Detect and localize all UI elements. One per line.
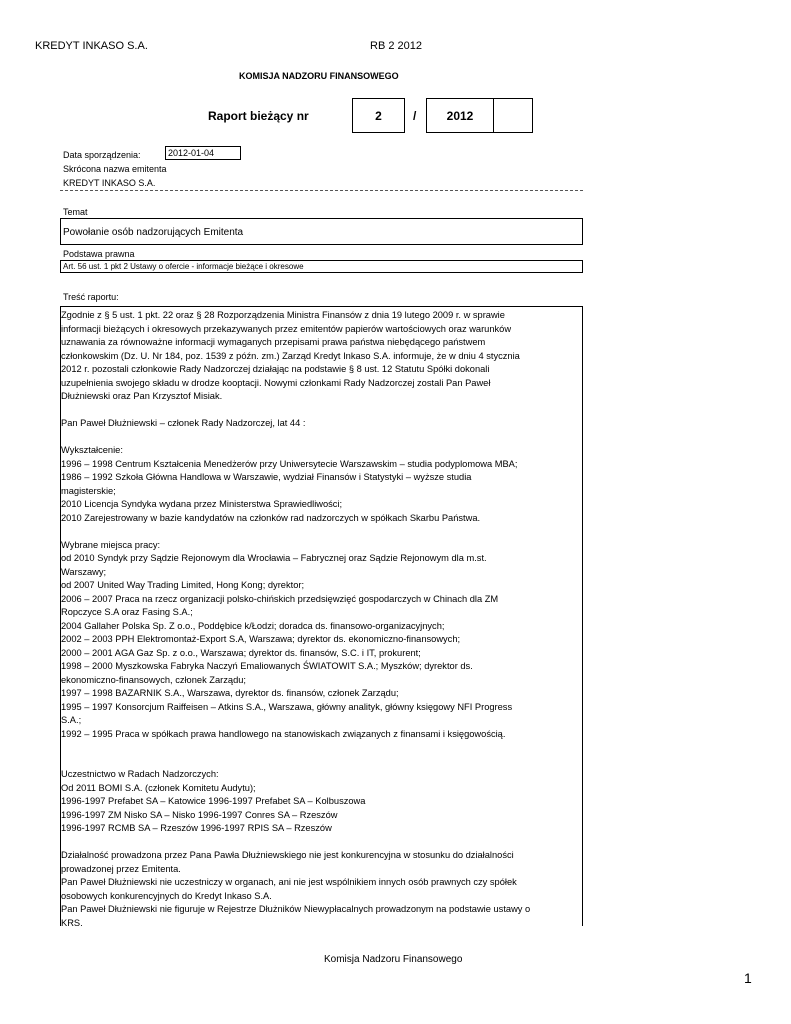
- report-body-line: 2010 Licencja Syndyka wydana przez Ministerstwa Sprawiedliwości;: [61, 499, 343, 509]
- report-body-line: [61, 741, 591, 755]
- report-empty-box: [493, 98, 533, 133]
- report-body-line: 2000 – 2001 AGA Gaz Sp. z o.o., Warszawa; dyrektor ds. finansów, S.C. i IT, prokurent;: [61, 647, 421, 658]
- report-body-line: magisterskie;: [61, 485, 116, 496]
- footer-text: Komisja Nadzoru Finansowego: [324, 954, 463, 965]
- date-field: 2012-01-04: [165, 146, 241, 160]
- report-body-line: 2010 Zarejestrowany w bazie kandydatów na członków rad nadzorczych w spółkach Skarbu Państwa.: [61, 512, 481, 523]
- report-body-line: ekonomiczno-finansowych, członek Zarządu;: [61, 674, 246, 685]
- report-body-line: [61, 836, 591, 850]
- report-body-line: 1986 – 1992 Szkoła Główna Handlowa w Warszawie, wydział Finansów i Statystyki – wyższe studia: [61, 472, 472, 482]
- report-body-line: Pan Paweł Dłużniewski nie figuruje w Rejestrze Dłużników Niewypłacalnych prowadzonym na podstawie ustawy o: [61, 904, 531, 914]
- report-body-line: 2006 – 2007 Praca na rzecz organizacji polsko-chińskich przedsięwzięć gospodarczych w Chinach dla ZM: [61, 593, 499, 604]
- company-name: KREDYT INKASO S.A.: [35, 40, 148, 52]
- report-body-text: [61, 309, 591, 930]
- divider: [60, 190, 583, 191]
- report-body-line: Od 2011 BOMI S.A. (członek Komitetu Audytu);: [61, 782, 256, 793]
- report-body-line: od 2007 United Way Trading Limited, Hong Kong; dyrektor;: [61, 580, 305, 590]
- content-label: Treść raportu:: [63, 292, 119, 302]
- report-separator: /: [413, 109, 417, 123]
- report-body-line: 1996-1997 ZM Nisko SA – Nisko 1996-1997 Conres SA – Rzeszów: [61, 809, 338, 820]
- report-number-label: Raport bieżący nr: [208, 109, 309, 123]
- report-body-line: [61, 755, 591, 769]
- report-body-line: Pan Paweł Dłużniewski – członek Rady Nadzorczej, lat 44 :: [61, 418, 306, 428]
- report-body-line: Wykształcenie:: [61, 445, 123, 455]
- report-body-line: KRS.: [61, 917, 83, 928]
- report-body-line: Dłużniewski oraz Pan Krzysztof Misiak.: [61, 391, 223, 401]
- report-year-box: 2012: [426, 98, 494, 133]
- report-body-line: S.A.;: [61, 715, 82, 725]
- report-body-line: uzupełnienia swojego składu w drodze kooptacji. Nowymi członkami Rady Nadzorczej zostali Pan Paweł: [61, 377, 491, 388]
- report-body-line: uznawania za równoważne informacji wymaganych przepisami prawa państwa niebędącego państwem: [61, 337, 486, 347]
- subject-label: Temat: [63, 207, 88, 217]
- report-body-line: 1996 – 1998 Centrum Kształcenia Menedżerów przy Uniwersytecie Warszawskim – studia podyplomowa MBA;: [61, 458, 518, 469]
- report-body-line: 1992 – 1995 Praca w spółkach prawa handlowego na stanowiskach związanych z finansami i księgowością.: [61, 728, 506, 739]
- legal-basis-label: Podstawa prawna: [63, 249, 135, 259]
- report-body-line: Zgodnie z § 5 ust. 1 pkt. 22 oraz § 28 Rozporządzenia Ministra Finansów z dnia 19 lutego 2009 r. w sprawie: [61, 310, 505, 320]
- report-body-line: od 2010 Syndyk przy Sądzie Rejonowym dla Wrocławia – Fabrycznej oraz Sądzie Rejonowym dla m.st.: [61, 553, 487, 563]
- report-body-line: 2002 – 2003 PPH Elektromontaż-Export S.A, Warszawa; dyrektor ds. ekonomiczno-finansowych;: [61, 634, 461, 644]
- report-body-line: 1996-1997 RCMB SA – Rzeszów 1996-1997 RPIS SA – Rzeszów: [61, 823, 332, 833]
- report-code: RB 2 2012: [370, 40, 422, 52]
- subject-field: Powołanie osób nadzorujących Emitenta: [60, 218, 583, 245]
- report-body-line: 1996-1997 Prefabet SA – Katowice 1996-1997 Prefabet SA – Kolbuszowa: [61, 796, 366, 806]
- report-body-line: [61, 525, 591, 539]
- issuer-short-value: KREDYT INKASO S.A.: [63, 178, 156, 188]
- report-body-line: informacji bieżących i okresowych przekazywanych przez emitentów papierów wartościowych oraz warunków: [61, 323, 512, 334]
- legal-basis-field: Art. 56 ust. 1 pkt 2 Ustawy o ofercie - informacje bieżące i okresowe: [60, 260, 583, 273]
- report-body-line: [61, 404, 591, 418]
- report-body-line: członkowskim (Dz. U. Nr 184, poz. 1539 z późn. zm.) Zarząd Kredyt Inkaso S.A. informuje, że w dniu 4 stycznia: [61, 350, 520, 361]
- report-body-line: Ropczyce S.A oraz Fasing S.A.;: [61, 607, 193, 617]
- report-body-line: 1998 – 2000 Myszkowska Fabryka Naczyń Emaliowanych ŚWIATOWIT S.A.; Myszków; dyrektor ds.: [61, 661, 473, 671]
- report-body-line: 1997 – 1998 BAZARNIK S.A., Warszawa, dyrektor ds. finansów, członek Zarządu;: [61, 688, 399, 698]
- report-body-line: 1995 – 1997 Konsorcjum Raiffeisen – Atkins S.A., Warszawa, główny analityk, główny księgowy NFI Progress: [61, 701, 513, 712]
- issuer-short-label: Skrócona nazwa emitenta: [63, 164, 167, 174]
- report-body-line: prowadzonej przez Emitenta.: [61, 863, 181, 874]
- report-body-line: Działalność prowadzona przez Pana Pawła Dłużniewskiego nie jest konkurencyjna w stosunku do działalności: [61, 850, 514, 860]
- report-body-line: Uczestnictwo w Radach Nadzorczych:: [61, 769, 219, 779]
- report-number-box: 2: [352, 98, 405, 133]
- report-body-line: [61, 431, 591, 445]
- report-body-line: osobowych konkurencyjnych do Kredyt Inkaso S.A.: [61, 890, 272, 901]
- report-body-line: Wybrane miejsca pracy:: [61, 539, 161, 550]
- report-body-line: Warszawy;: [61, 566, 107, 577]
- report-body-line: 2012 r. pozostali członkowie Rady Nadzorczej działając na podstawie § 8 ust. 12 Statutu Spółki dokonali: [61, 364, 490, 374]
- report-body-line: 2004 Gallaher Polska Sp. Z o.o., Poddębice k/Łodzi; doradca ds. finansowo-organizacyjnych;: [61, 620, 445, 631]
- report-body-line: Pan Paweł Dłużniewski nie uczestniczy w organach, ani nie jest wspólnikiem innych osób prawnych czy spółek: [61, 877, 517, 887]
- date-label: Data sporządzenia:: [63, 150, 141, 160]
- page-number: 1: [744, 970, 752, 986]
- commission-title: KOMISJA NADZORU FINANSOWEGO: [239, 71, 399, 81]
